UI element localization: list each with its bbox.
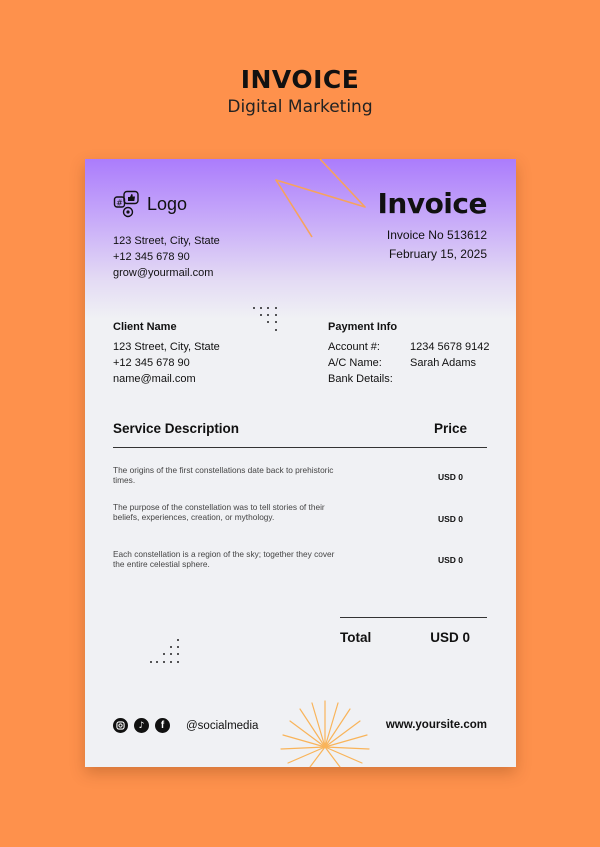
total-value: USD 0 <box>430 630 470 645</box>
sender-details <box>113 233 220 281</box>
dot-pattern-bottom <box>148 637 182 669</box>
invoice-meta <box>387 226 487 264</box>
invoice-number: Invoice No 513612 <box>386 228 487 242</box>
page-heading <box>0 64 600 118</box>
page-subtitle: Digital Marketing <box>227 97 373 117</box>
payment-value: 1234 5678 9142 <box>410 341 490 353</box>
facebook-icon[interactable]: f <box>155 718 170 733</box>
sender-phone: +12 345 678 90 <box>113 251 190 263</box>
client-heading: Client Name <box>113 321 177 333</box>
invoice-heading: Invoice <box>377 187 487 220</box>
payment-value: Sarah Adams <box>410 357 477 369</box>
payment-label: Bank Details: <box>328 373 393 385</box>
social-handle[interactable]: @socialmedia <box>186 719 259 732</box>
invoice-date: February 15, 2025 <box>388 247 487 261</box>
sunburst-decoration <box>280 699 370 767</box>
payment-value <box>410 371 490 387</box>
logo <box>113 190 187 218</box>
total-label: Total <box>340 630 372 645</box>
invoice-sheet <box>85 159 516 767</box>
svg-text:#: # <box>116 198 123 208</box>
logo-label: Logo <box>147 193 188 214</box>
line-item-description: Each constellation is a region of the sky; together they cover the entire celestial sphere. <box>113 549 335 569</box>
sender-address: 123 Street, City, State <box>113 235 220 247</box>
total-divider <box>340 617 487 618</box>
instagram-icon[interactable] <box>113 718 128 733</box>
website-link[interactable]: www.yoursite.com <box>385 719 487 731</box>
social-bubbles-icon <box>113 190 141 218</box>
line-item-description: The purpose of the constellation was to tell stories of their beliefs, experiences, creation, or mythology. <box>113 502 325 522</box>
payment-details <box>328 339 490 387</box>
page-title: INVOICE <box>240 65 360 94</box>
zigzag-decoration <box>270 159 380 244</box>
payment-label: Account #: <box>328 341 380 353</box>
social-links <box>113 718 258 733</box>
tiktok-icon[interactable]: ♪ <box>134 718 149 733</box>
price-header: Price <box>433 421 467 436</box>
client-phone: +12 345 678 90 <box>113 357 190 369</box>
dot-pattern-top <box>251 305 283 337</box>
service-description-header: Service Description <box>113 421 240 436</box>
client-email: name@mail.com <box>113 373 196 385</box>
header-divider <box>113 447 487 448</box>
line-item-price: USD 0 <box>437 514 463 524</box>
payment-label: A/C Name: <box>328 357 382 369</box>
client-section <box>113 319 220 387</box>
payment-section <box>328 319 490 387</box>
line-item-description: The origins of the first constellations date back to prehistoric times. <box>113 465 334 485</box>
sender-email: grow@yourmail.com <box>113 267 214 279</box>
line-item-price: USD 0 <box>437 555 463 565</box>
payment-heading: Payment Info <box>328 321 398 333</box>
line-item-price: USD 0 <box>437 472 463 482</box>
client-address: 123 Street, City, State <box>113 341 220 353</box>
